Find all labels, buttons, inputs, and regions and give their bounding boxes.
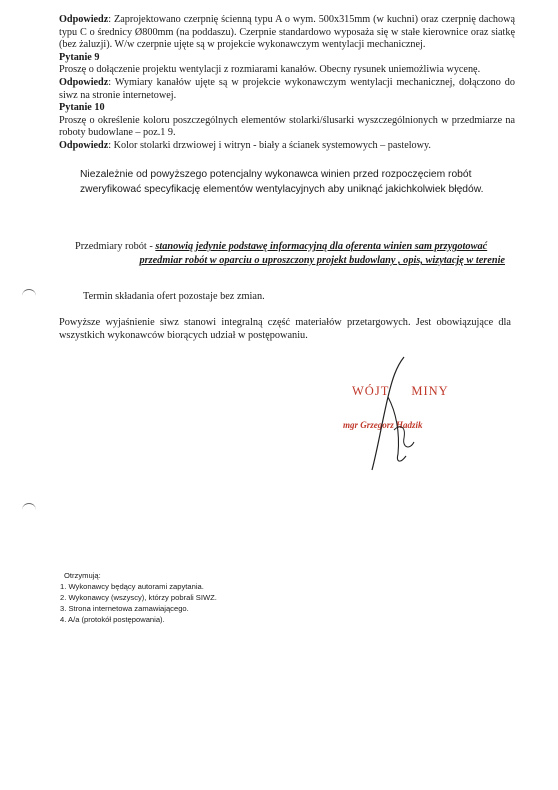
stamp-title-right: MINY [411, 384, 449, 398]
stamp-name-text: Grzegorz Hadzik [360, 420, 423, 430]
przedmiary-emphasis-2: przedmiar robót w oparciu o uproszczony projekt budowlany , opis, wizytację w terenie [139, 255, 505, 266]
przedmiary-line-1 [75, 240, 505, 254]
explanation-note: Powyższe wyjaśnienie siwz stanowi integralną część materiałów przetargowych. Jest obowiązujące dla wszystkich wykonawców biorących udział w postępowaniu. [59, 317, 511, 341]
list-item: 4. A/a (protokół postępowania). [60, 615, 165, 624]
przedmiary-line-2 [75, 254, 505, 268]
recipients-list [60, 570, 217, 625]
margin-mark [22, 503, 36, 510]
margin-mark [22, 289, 36, 296]
answer-text: : Zaprojektowano czerpnię ścienną typu A o wym. 500x315mm (w kuchni) oraz czerpnię dachową typu C o średnicy Ø800mm (na poddaszu). Czerpnie standardowo wyposaża się w stałe kierownice oraz siatkę (bez żaluzji). W/w czerpnie ujęte są w projekcie wykonawczym wentylacji mechanicznej. [59, 14, 515, 51]
answer-9 [59, 77, 515, 102]
answer-label: Odpowiedz [59, 76, 109, 88]
answer-10 [59, 140, 515, 153]
question-9-title: Pytanie 9 [59, 51, 100, 63]
stamp-title-left: WÓJT [352, 384, 390, 398]
verification-note: Niezależnie od powyższego potencjalny wykonawca winien przed rozpoczęciem robót zweryfikować specyfikację elementów wentylacyjnych aby uniknąć jakichkolwiek błędów. [80, 169, 484, 195]
list-item: 2. Wykonawcy (wszyscy), którzy pobrali SIWZ. [60, 593, 217, 602]
answer-8 [59, 14, 515, 52]
przedmiary-note [75, 240, 505, 268]
question-9-text: Proszę o dołączenie projektu wentylacji z rozmiarami kanałów. Obecny rysunek uniemożliwia wycenę. [59, 64, 481, 76]
stamp-name-prefix: mgr [343, 420, 359, 430]
deadline-note: Termin składania ofert pozostaje bez zmian. [83, 291, 265, 302]
question-10-text: Proszę o określenie koloru poszczególnych elementów stolarki/ślusarki wyszczególnionych w przedmiarze na roboty budowlane – poz.1 9. [59, 114, 515, 139]
przedmiary-emphasis-1: stanowią jedynie podstawę informacyjną dla oferenta winien sam przygotować [155, 241, 488, 252]
answer-text: : Kolor stolarki drzwiowej i witryn - biały a ścianek systemowych – pastelowy. [108, 139, 431, 151]
recipients-heading: Otrzymują: [64, 571, 101, 580]
answer-label: Odpowiedz [59, 14, 109, 25]
answer-text: : Wymiary kanałów ujęte są w projekcie wykonawczym wentylacji mechanicznej, dołączono do siwz na stronie internetowej. [59, 76, 515, 101]
qa-block [59, 14, 515, 153]
signature [330, 352, 490, 472]
list-item: 1. Wykonawcy będący autorami zapytania. [60, 582, 204, 591]
przedmiary-lead: Przedmiary robót - [75, 241, 156, 252]
list-item: 3. Strona internetowa zamawiającego. [60, 604, 189, 613]
question-10-title: Pytanie 10 [59, 102, 105, 114]
answer-label: Odpowiedz [59, 139, 109, 151]
